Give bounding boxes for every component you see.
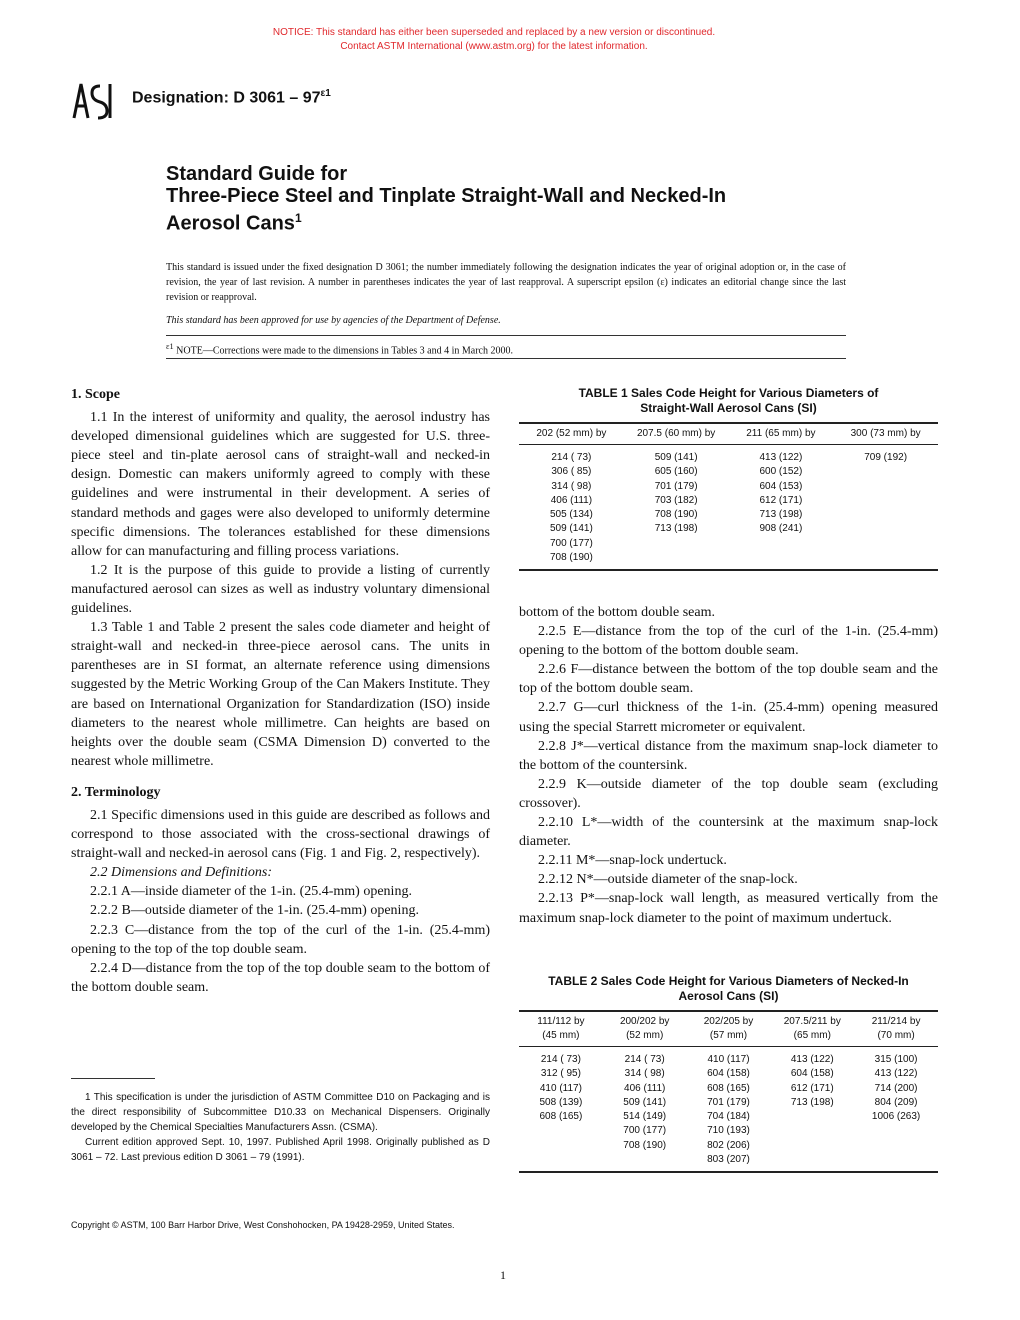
- para-2-2-5: 2.2.5 E—distance from the top of the curl of the 1-in. (25.4-mm) opening to the bottom of the bottom double seam.: [519, 624, 938, 659]
- footnote-divider: [71, 1078, 155, 1079]
- table-2-cell: 612 (171): [790, 1082, 834, 1094]
- table-2-cell: 710 (193): [707, 1125, 750, 1137]
- para-1-1: 1.1 In the interest of uniformity and quality, the aerosol industry has developed dimensional guidelines which are suggested for U.S. three-piece steel and tin-plate aerosol cans of straight-wall and necked-in design. Domestic can makers uniformly agreed to comply with these guidelines and were instrumental in their development. A series of standard methods and gages were also developed to uniformly determine specific dimensions. The tolerances established for these dimensions allow for can manufacturing and filling process variations.: [71, 410, 490, 559]
- table-2-cell: 214 ( 73): [624, 1054, 665, 1065]
- table-2-cell: 604 (158): [790, 1068, 834, 1080]
- title-line-3: Aerosol Cans: [166, 212, 295, 235]
- edit-note-mark: ε1: [166, 342, 174, 351]
- table-2-header-line: 202/205 by: [703, 1016, 754, 1027]
- table-2-header-cell: [687, 1012, 771, 1046]
- table-2-header-line: (70 mm): [877, 1030, 915, 1041]
- para-2-2-4: 2.2.4 D—distance from the top of the top double seam to the bottom of the bottom double seam.: [71, 960, 490, 995]
- table-1-header-cell: 207.5 (60 mm) by: [636, 428, 716, 439]
- left-column: [71, 385, 490, 995]
- table-2-cell: 700 (177): [623, 1125, 667, 1137]
- table-1-header-cell: 300 (73 mm) by: [850, 428, 921, 439]
- divider: [166, 335, 846, 336]
- issuance-statement: This standard is issued under the fixed designation D 3061; the number immediately following the designation indicates the year of original adoption or, in the case of revision, the year of last revision. A number in parentheses indicates the year of last reapproval. A superscript epsilon (ε) indicates an editorial change since the last revision or reapproval.: [166, 262, 846, 303]
- table-1-cell: 413 (122): [759, 452, 803, 463]
- table-2-header-cell: [770, 1012, 854, 1046]
- table-1-cell: 703 (182): [654, 494, 698, 506]
- table-2-cell: 803 (207): [707, 1154, 750, 1166]
- title-footnote-mark: 1: [294, 211, 302, 225]
- table-1-column: [729, 451, 834, 565]
- table-1: [519, 386, 938, 571]
- table-2-header-line: 207.5/211 by: [783, 1016, 841, 1027]
- table-2-cell: 508 (139): [539, 1096, 583, 1108]
- table-2-caption-line-1: TABLE 2 Sales Code Height for Various Diameters of Necked-In: [548, 974, 909, 988]
- para-2-2-11: 2.2.11 M*—snap-lock undertuck.: [538, 853, 727, 869]
- footnotes: [71, 1090, 490, 1165]
- designation-label: Designation: D 3061 – 97: [132, 89, 321, 107]
- table-2-caption-line-2: Aerosol Cans (SI): [678, 989, 779, 1003]
- table-2-header-line: 200/202 by: [619, 1016, 670, 1027]
- designation-superscript: ε1: [320, 88, 331, 99]
- table-2-cell: 701 (179): [707, 1096, 750, 1108]
- para-1-2: 1.2 It is the purpose of this guide to provide a listing of currently manufactured aerosol can sizes as well as industry voluntary dimensional guidelines.: [71, 562, 490, 617]
- table-1-cell: 612 (171): [759, 494, 803, 506]
- table-2-cell: 608 (165): [707, 1082, 750, 1094]
- para-2-2-6: 2.2.6 F—distance between the bottom of the top double seam and the top of the bottom double seam.: [519, 662, 938, 697]
- para-2-2-9: 2.2.9 K—outside diameter of the top double seam (excluding crossover).: [519, 776, 938, 811]
- table-2-header: [519, 1010, 938, 1047]
- table-1-caption: [519, 386, 938, 416]
- table-2-cell: 410 (117): [539, 1082, 582, 1094]
- table-1-cell: 700 (177): [549, 537, 593, 549]
- astm-logo: [70, 78, 120, 124]
- table-1-cell: 600 (152): [759, 466, 803, 478]
- table-2-cell: 704 (184): [707, 1111, 750, 1123]
- table-1-cell: 214 ( 73): [551, 452, 592, 463]
- table-2-cell: 406 (111): [624, 1082, 666, 1094]
- table-2-cell: 1006 (263): [871, 1111, 921, 1123]
- table-1-column: [519, 451, 624, 565]
- scope-heading: 1. Scope: [71, 387, 120, 402]
- notice-line-1: NOTICE: This standard has either been superseded and replaced by a new version or discontinued.: [272, 27, 716, 38]
- para-2-2: 2.2 Dimensions and Definitions:: [90, 865, 272, 881]
- designation: [132, 88, 331, 107]
- para-2-2-13: 2.2.13 P*—snap-lock wall length, as measured vertically from the maximum snap-lock diameter to the point of maximum undertuck.: [519, 891, 938, 926]
- table-2-cell: 708 (190): [623, 1139, 667, 1151]
- divider: [166, 358, 846, 359]
- table-2-column: [770, 1053, 854, 1167]
- table-1-cell: 509 (141): [549, 523, 593, 535]
- table-2-cell: 410 (117): [707, 1054, 750, 1065]
- table-2-header-line: (57 mm): [709, 1030, 748, 1041]
- table-1-header: [519, 422, 938, 445]
- para-2-2-2: 2.2.2 B—outside diameter of the 1-in. (25.4-mm) opening.: [90, 903, 419, 919]
- document-title: [166, 163, 866, 235]
- table-1-cell: 708 (190): [549, 552, 593, 564]
- editorial-note: [166, 342, 513, 356]
- table-1-cell: 314 ( 98): [551, 480, 592, 492]
- table-1-header-cell: 211 (65 mm) by: [746, 428, 816, 439]
- dod-approval: This standard has been approved for use by agencies of the Department of Defense.: [166, 315, 501, 326]
- table-2-header-cell: [519, 1012, 603, 1046]
- table-2-body: [519, 1047, 938, 1173]
- table-1-caption-line-1: TABLE 1 Sales Code Height for Various Diameters of: [578, 386, 879, 400]
- table-1-cell: 406 (111): [550, 494, 593, 506]
- table-1-cell: 709 (192): [864, 452, 908, 463]
- page-number: 1: [500, 1268, 506, 1282]
- table-2-header-cell: [603, 1012, 687, 1046]
- copyright: Copyright © ASTM, 100 Barr Harbor Drive, West Conshohocken, PA 19428-2959, United States.: [71, 1220, 455, 1230]
- table-2-cell: 714 (200): [874, 1082, 918, 1094]
- table-2-cell: 312 ( 95): [540, 1068, 581, 1080]
- table-2: [519, 974, 938, 1173]
- para-2-2-12: 2.2.12 N*—outside diameter of the snap-lock.: [538, 872, 798, 888]
- table-2-cell: 315 (100): [874, 1054, 918, 1065]
- table-2-cell: 608 (165): [539, 1111, 583, 1123]
- table-2-cell: 514 (149): [623, 1111, 667, 1123]
- table-1-cell: 701 (179): [654, 480, 698, 492]
- table-2-header-line: 211/214 by: [871, 1016, 921, 1027]
- table-2-column: [603, 1053, 687, 1167]
- footnote-2: Current edition approved Sept. 10, 1997. Published April 1998. Originally published as D 3061 – 72. Last previous edition D 3061 – 79 (1991).: [71, 1137, 490, 1163]
- table-1-cell: 605 (160): [654, 466, 698, 478]
- table-1-column: [833, 451, 938, 565]
- table-1-caption-line-2: Straight-Wall Aerosol Cans (SI): [640, 401, 817, 415]
- table-1-body: [519, 445, 938, 571]
- table-2-cell: 413 (122): [790, 1054, 834, 1065]
- table-2-cell: 802 (206): [707, 1139, 750, 1151]
- title-line-2: Three-Piece Steel and Tinplate Straight-Wall and Necked-In: [166, 185, 727, 207]
- table-1-header-cell: 202 (52 mm) by: [536, 428, 607, 439]
- table-2-cell: 604 (158): [707, 1068, 750, 1080]
- table-2-column: [854, 1053, 938, 1167]
- table-2-header-cell: [854, 1012, 938, 1046]
- table-1-cell: 604 (153): [759, 480, 803, 492]
- table-1-cell: 505 (134): [549, 509, 593, 521]
- right-column: [519, 603, 938, 928]
- table-2-column: [519, 1053, 603, 1167]
- table-2-header-line: (52 mm): [626, 1030, 664, 1041]
- para-2-2-3: 2.2.3 C—distance from the top of the curl of the 1-in. (25.4-mm) opening to the top of the top double seam.: [71, 922, 490, 957]
- table-1-cell: 908 (241): [759, 523, 803, 535]
- para-2-2-10: 2.2.10 L*—width of the countersink at the maximum snap-lock diameter.: [519, 815, 938, 850]
- table-2-cell: 413 (122): [874, 1068, 918, 1080]
- edit-note-text: NOTE—Corrections were made to the dimensions in Tables 3 and 4 in March 2000.: [176, 345, 513, 357]
- table-2-cell: 314 ( 98): [624, 1068, 665, 1080]
- table-2-cell: 509 (141): [623, 1096, 667, 1108]
- table-2-cell: 804 (209): [874, 1096, 918, 1108]
- footnote-1: 1 This specification is under the jurisdiction of ASTM Committee D10 on Packaging and is the direct responsibility of Subcommittee D10.33 on Mechanical Dispensers. Originally developed by the Chemical Specialties Manufacturers Assn. (CSMA).: [71, 1092, 490, 1133]
- table-2-header-line: (65 mm): [793, 1030, 831, 1041]
- para-2-2-1: 2.2.1 A—inside diameter of the 1-in. (25.4-mm) opening.: [90, 884, 412, 900]
- table-2-column: [687, 1053, 771, 1167]
- table-1-cell: 708 (190): [654, 509, 698, 521]
- supersede-notice: [0, 26, 988, 54]
- table-1-cell: 306 ( 85): [551, 466, 592, 478]
- table-2-cell: 713 (198): [790, 1096, 834, 1108]
- table-1-cell: 713 (198): [654, 523, 698, 535]
- para-2-2-7: 2.2.7 G—curl thickness of the 1-in. (25.4-mm) opening measured using the special Starrett micrometer or equivalent.: [519, 700, 938, 735]
- notice-line-2: Contact ASTM International (www.astm.org) for the latest information.: [340, 41, 648, 52]
- para-1-3: 1.3 Table 1 and Table 2 present the sales code diameter and height of straight-wall and necked-in three-piece aerosol cans. The units in parentheses are in SI format, an alternate reference using dimensions suggested by the Metric Working Group of the Can Makers Institute. They are based on International Organization for Standardization (ISO) inside diameters to the nearest whole millimetre. Can heights are based on heights over the double seam (CSMA Dimension D) converted to the nearest whole millimetre.: [71, 620, 490, 769]
- para-2-1: 2.1 Specific dimensions used in this guide are described as follows and correspond to those associated with the cross-sectional drawings of straight-wall and necked-in aerosol cans (Fig. 1 and Fig. 2, respectively).: [71, 807, 490, 862]
- table-2-header-line: 111/112 by: [537, 1016, 585, 1027]
- table-1-column: [624, 451, 729, 565]
- table-2-header-line: (45 mm): [542, 1030, 580, 1041]
- table-2-cell: 214 ( 73): [540, 1054, 581, 1065]
- table-1-cell: 509 (141): [654, 452, 698, 463]
- logo-text: ASTM: [70, 78, 73, 79]
- para-2-2-8: 2.2.8 J*—vertical distance from the maximum snap-lock diameter to the bottom of the countersink.: [519, 738, 938, 773]
- table-1-cell: 713 (198): [759, 509, 803, 521]
- title-line-1: Standard Guide for: [166, 163, 348, 185]
- terminology-heading: 2. Terminology: [71, 784, 161, 800]
- para-2-2-4-cont: bottom of the bottom double seam.: [519, 605, 715, 620]
- table-2-caption: [519, 974, 938, 1004]
